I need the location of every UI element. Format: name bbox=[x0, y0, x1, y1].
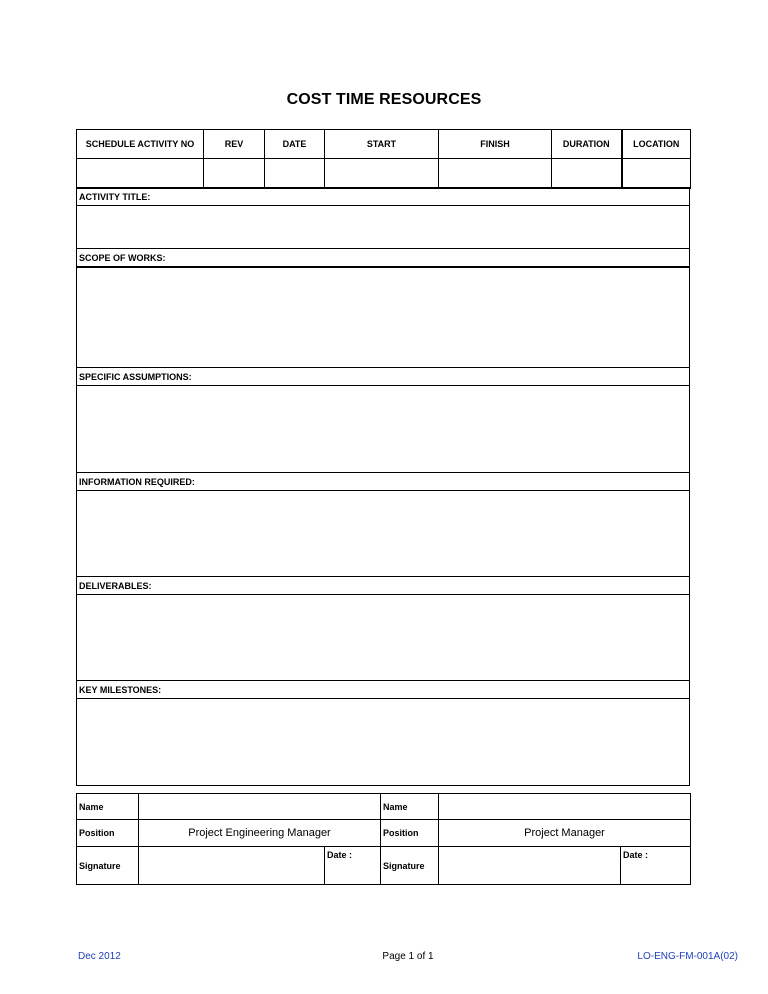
deliverables-field[interactable] bbox=[77, 595, 690, 681]
information-required-field[interactable] bbox=[77, 491, 690, 577]
right-name-field[interactable] bbox=[439, 794, 691, 820]
left-signature-label: Signature bbox=[77, 847, 139, 885]
schedule-activity-no-field[interactable] bbox=[77, 159, 204, 189]
section-label-deliverables: DELIVERABLES: bbox=[77, 577, 690, 595]
column-header-finish: FINISH bbox=[439, 130, 552, 159]
left-date-label: Date : bbox=[325, 847, 381, 885]
footer-page-number: Page 1 of 1 bbox=[382, 951, 434, 962]
left-position-label: Position bbox=[77, 820, 139, 847]
finish-field[interactable] bbox=[439, 159, 552, 189]
left-name-field[interactable] bbox=[139, 794, 381, 820]
header-table bbox=[76, 129, 691, 189]
page-title: COST TIME RESOURCES bbox=[286, 91, 482, 108]
right-date-label: Date : bbox=[621, 847, 691, 885]
right-signature-field[interactable] bbox=[439, 847, 621, 885]
section-label-key-milestones: KEY MILESTONES: bbox=[77, 681, 690, 699]
section-label-scope-of-works: SCOPE OF WORKS: bbox=[77, 249, 690, 268]
column-header-location: LOCATION bbox=[622, 130, 691, 159]
right-position-label: Position bbox=[381, 820, 439, 847]
activity-title-field[interactable] bbox=[77, 206, 690, 249]
date-field[interactable] bbox=[265, 159, 325, 189]
footer-form-code: LO-ENG-FM-001A(02) bbox=[637, 951, 738, 962]
left-signature-field[interactable] bbox=[139, 847, 325, 885]
footer-date: Dec 2012 bbox=[78, 951, 121, 962]
section-label-information-required: INFORMATION REQUIRED: bbox=[77, 473, 690, 491]
section-label-activity-title: ACTIVITY TITLE: bbox=[77, 188, 690, 206]
location-field[interactable] bbox=[622, 159, 691, 189]
column-header-schedule-activity-no: SCHEDULE ACTIVITY NO bbox=[77, 130, 204, 159]
column-header-rev: REV bbox=[204, 130, 265, 159]
column-header-start: START bbox=[325, 130, 439, 159]
specific-assumptions-field[interactable] bbox=[77, 386, 690, 473]
left-name-label: Name bbox=[77, 794, 139, 820]
scope-of-works-field[interactable] bbox=[77, 267, 690, 368]
start-field[interactable] bbox=[325, 159, 439, 189]
section-label-specific-assumptions: SPECIFIC ASSUMPTIONS: bbox=[77, 368, 690, 386]
right-position-value: Project Manager bbox=[439, 820, 691, 847]
left-position-value: Project Engineering Manager bbox=[139, 820, 381, 847]
signature-table bbox=[76, 793, 691, 885]
column-header-date: DATE bbox=[265, 130, 325, 159]
right-name-label: Name bbox=[381, 794, 439, 820]
sections-table bbox=[76, 187, 690, 786]
rev-field[interactable] bbox=[204, 159, 265, 189]
duration-field[interactable] bbox=[552, 159, 622, 189]
key-milestones-field[interactable] bbox=[77, 699, 690, 786]
right-signature-label: Signature bbox=[381, 847, 439, 885]
column-header-duration: DURATION bbox=[552, 130, 622, 159]
